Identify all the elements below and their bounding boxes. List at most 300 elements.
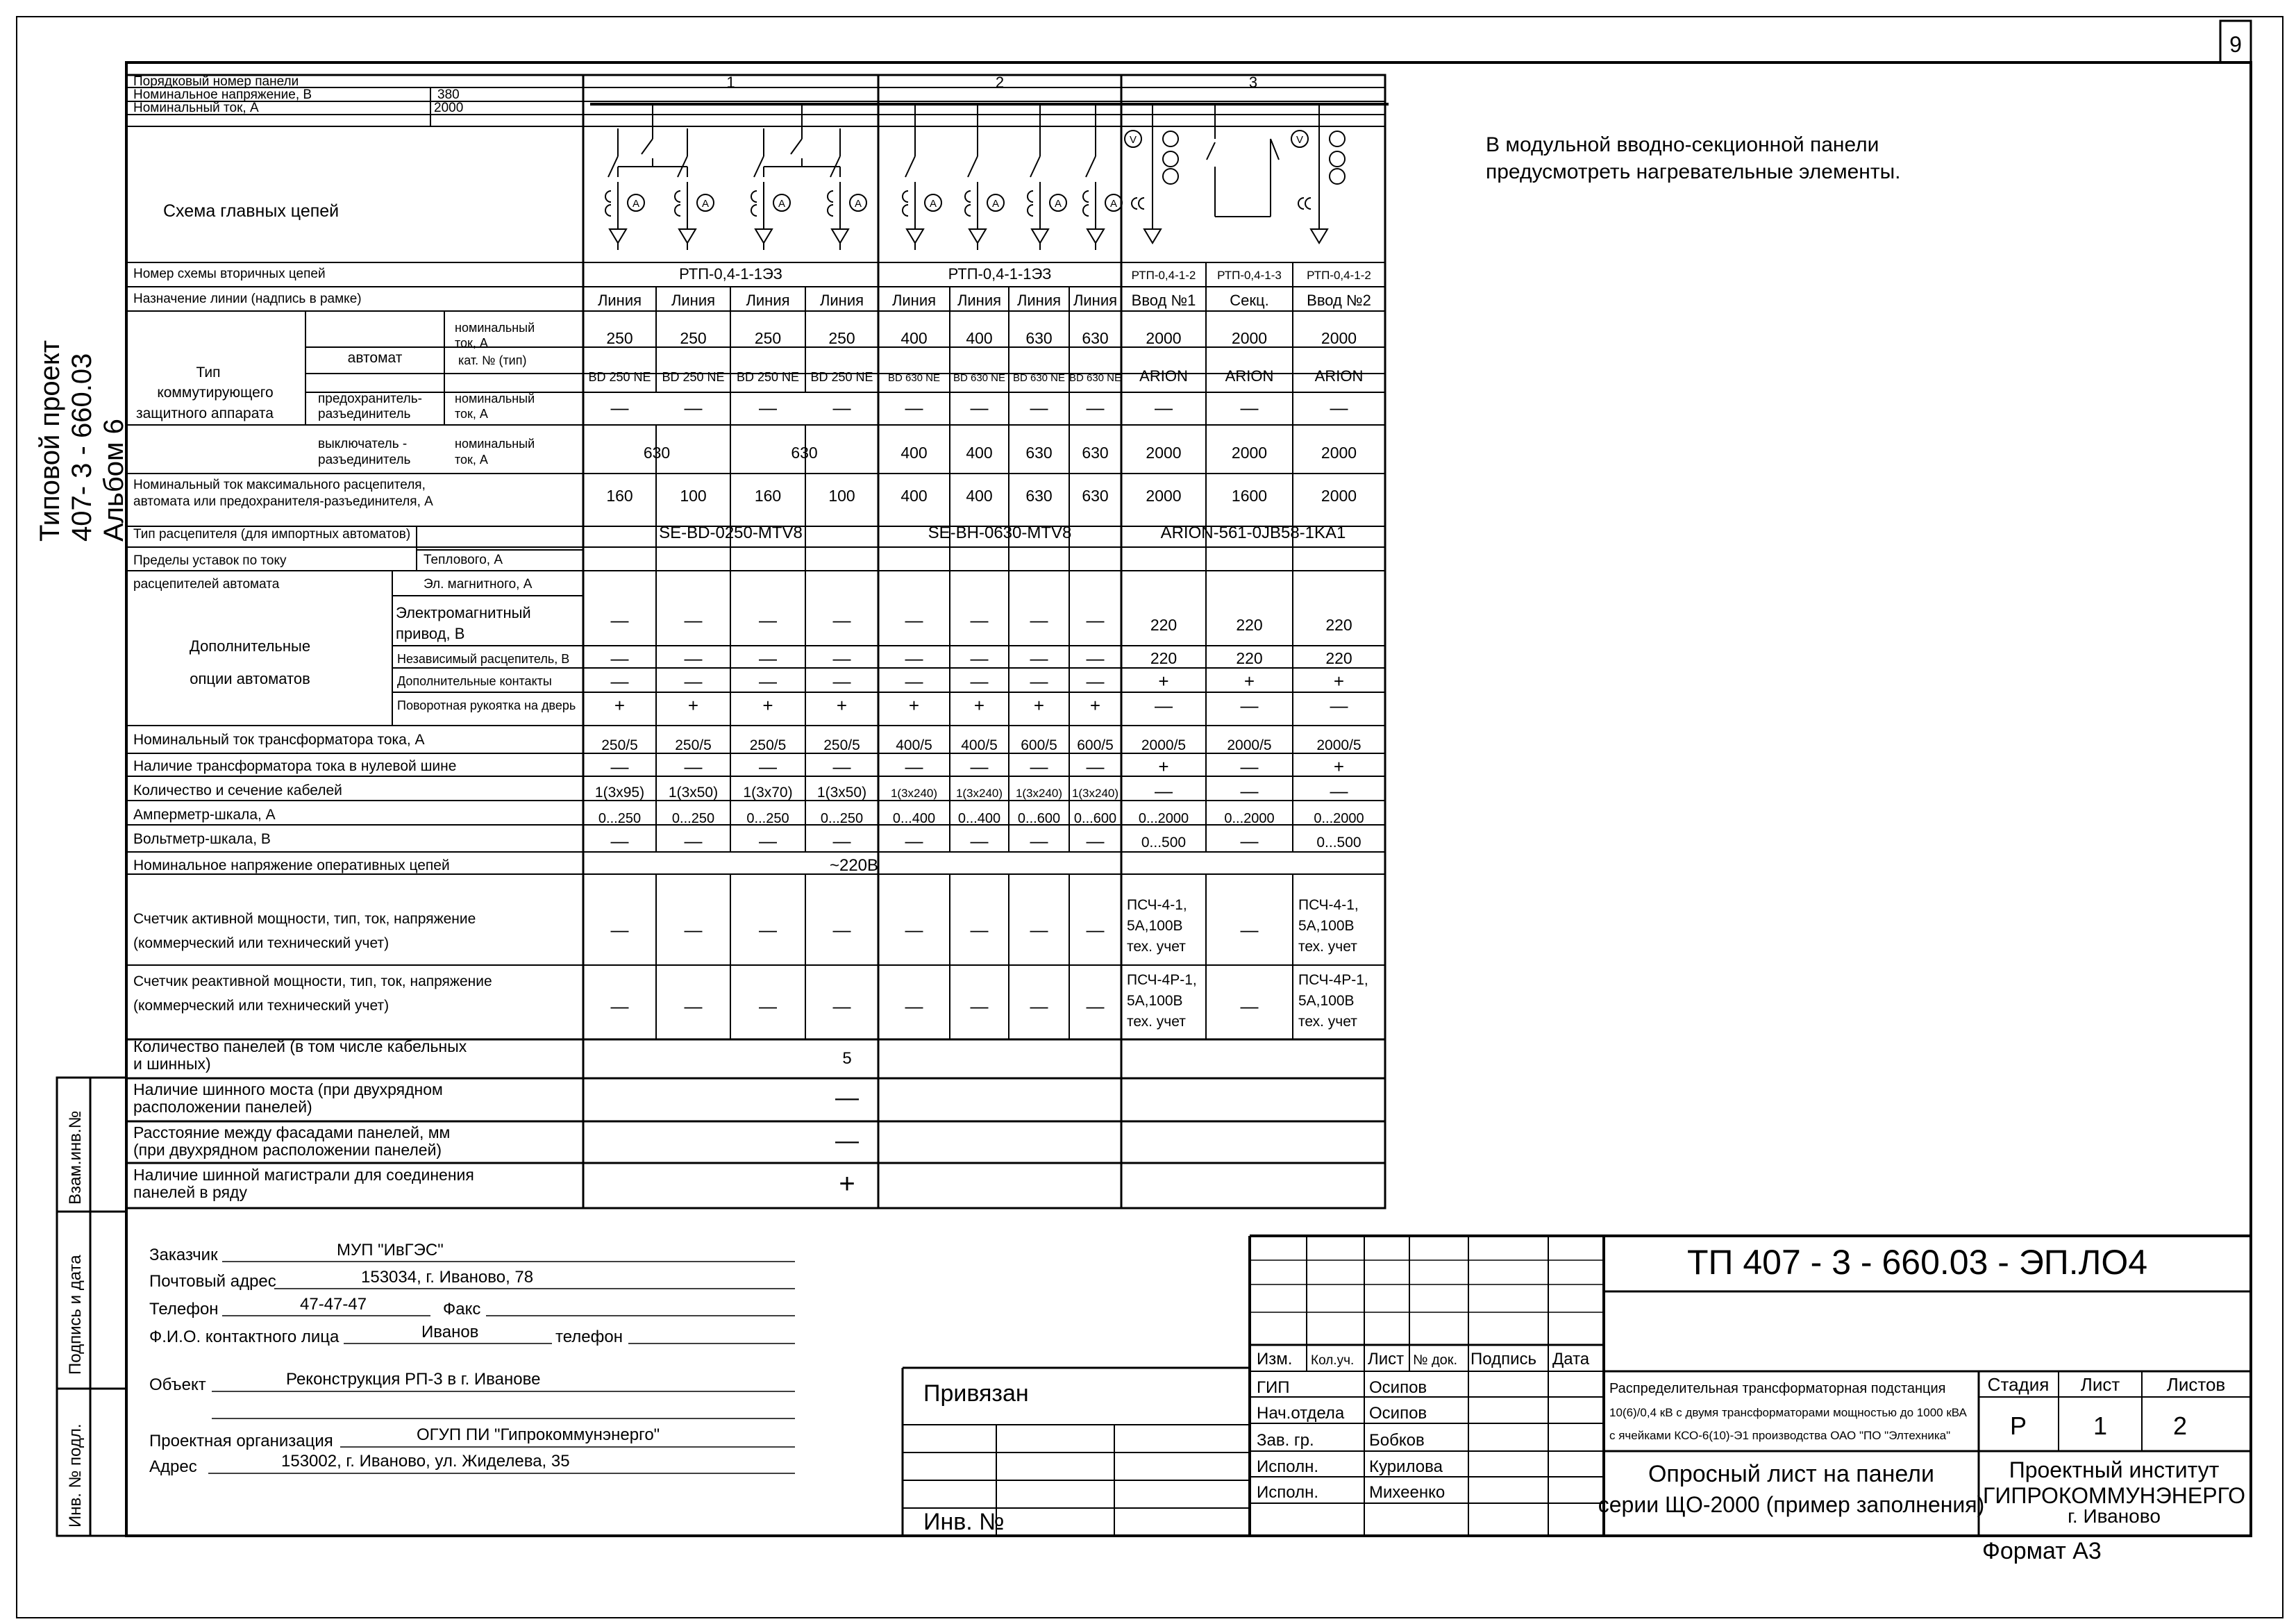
voltmeter-symbol-glyph: V [1296,134,1304,146]
reactive-meter-label-1: Счетчик реактивной мощности, тип, ток, напряжение [133,973,492,989]
automat-current-cell: 2000 [1231,329,1268,347]
ct-cell: 250/5 [823,737,860,753]
design-address-value: 153002, г. Иваново, ул. Жиделева, 35 [281,1452,570,1471]
ct-cell: 400/5 [961,737,998,753]
bus-trunk-value: + [839,1169,855,1199]
active-meter-cell: — [684,919,703,940]
aux-contacts-cell: — [970,671,989,692]
current-label: Номинальный ток, А [133,101,259,115]
purpose-cell: Линия [1016,292,1062,309]
active-meter-cell: — [832,919,851,940]
automat-label: автомат [347,350,403,366]
ct-zero-cell: + [1158,756,1169,777]
format-label: Формат А3 [1982,1538,2102,1564]
side-stamp-line2: 407- 3 - 660.03 [67,353,97,542]
automat-cat-cell: ARION [1314,367,1364,385]
voltmeter-label: Вольтметр-шкала, В [133,831,271,847]
ammeter-cell: 0...250 [598,811,642,826]
door-handle-cell: — [1330,695,1348,716]
ammeter-cell: 0...600 [1073,811,1117,826]
current-value: 2000 [434,101,464,115]
reactive-meter-cell: — [1030,996,1048,1016]
em-drive-cell: 220 [1325,616,1352,634]
device-group-label-1: Тип [196,365,221,380]
fuse-nominal-label-2: ток, А [455,407,488,421]
automat-cat-cell: BD 250 NE [736,370,800,384]
document-code: ТП 407 - 3 - 660.03 - ЭП.ЛО4 [1687,1243,2148,1282]
automat-cat-cell: ARION [1139,367,1188,385]
sheet-value: 1 [2093,1412,2108,1440]
switch-nominal-label-1: номинальный [455,437,535,451]
device-group-label-2: коммутирующего [157,385,274,401]
sheet-number: 9 [2229,32,2242,57]
secondary-scheme-p2: РТП-0,4-1-1ЭЗ [948,265,1052,283]
max-release-cell: 100 [828,487,855,505]
door-handle-cell: + [1033,695,1045,716]
customer-label: Заказчик [149,1246,218,1264]
indep-release-cell: — [684,648,703,669]
role-label: Зав. гр. [1257,1431,1314,1450]
ct-label: Номинальный ток трансформатора тока, А [133,732,425,748]
institute-line1: Проектный институт [2009,1457,2220,1482]
door-handle-cell: + [908,695,920,716]
automat-cat-cell: ARION [1225,367,1274,385]
ct-zero-cell: — [1086,756,1105,777]
voltmeter-cell: 0...500 [1141,835,1187,851]
release-type-p2: SE-BH-0630-MTV8 [928,524,1072,542]
sheets-value: 2 [2172,1412,2188,1440]
active-meter-cell: — [1086,919,1105,940]
ammeter-cell: 0...2000 [1138,811,1189,826]
fuse-cell: — [1155,397,1173,418]
fuse-cell: — [684,397,703,418]
active-meter-cell: — [1240,919,1259,940]
indep-release-label: Независимый расцепитель, В [397,652,570,666]
reactive-meter-cell: 5А,100В [1127,993,1183,1009]
device-group-label-3: защитного аппарата [136,405,274,421]
object-label: Объект [149,1375,206,1394]
automat-current-cell: 630 [1025,329,1053,347]
role-label: Исполн. [1257,1457,1318,1476]
design-org-label: Проектная организация [149,1432,333,1450]
em-drive-label-1: Электромагнитный [396,604,531,621]
bus-bridge-label-2: расположении панелей) [133,1098,312,1116]
automat-nominal-label-1: номинальный [455,321,535,335]
door-handle-cell: + [762,695,773,716]
op-voltage-value: ~220В [829,856,879,875]
fuse-cell: — [832,397,851,418]
switch-cell: 630 [1025,444,1053,462]
ammeter-symbol-glyph: A [991,198,1000,210]
switch-label-1: выключатель - [318,437,408,451]
col-date: Дата [1552,1350,1590,1368]
bus-trunk-label-1: Наличие шинной магистрали для соединения [133,1166,474,1184]
indep-release-cell: — [832,648,851,669]
em-drive-cell: — [970,610,989,630]
fuse-cell: — [610,397,629,418]
ammeter-cell: 0...400 [892,811,936,826]
ct-cell: 600/5 [1077,737,1114,753]
indep-release-cell: 220 [1150,649,1178,667]
cable-cell: — [1240,780,1259,801]
limits-label-1: Пределы уставок по току [133,553,287,568]
active-meter-cell: ПСЧ-4-1, [1127,897,1187,913]
automat-current-cell: 2000 [1146,329,1182,347]
purpose-cell: Ввод №2 [1307,292,1371,309]
active-meter-label-2: (коммерческий или технический учет) [133,935,389,951]
aux-contacts-cell: + [1243,671,1255,692]
aux-contacts-cell: + [1158,671,1169,692]
bus-bridge-label-1: Наличие шинного моста (при двухрядном [133,1080,443,1098]
door-handle-cell: + [836,695,848,716]
reactive-meter-cell: — [970,996,989,1016]
door-handle-cell: + [687,695,699,716]
sheets-label: Листов [2166,1374,2226,1395]
voltage-value: 380 [437,87,460,102]
voltage-label: Номинальное напряжение, В [133,87,312,102]
questionnaire-table-cells [133,74,1371,1201]
automat-current-cell: 400 [966,329,993,347]
active-meter-label-1: Счетчик активной мощности, тип, ток, напряжение [133,911,476,927]
em-drive-cell: 220 [1150,616,1178,634]
aux-contacts-cell: — [684,671,703,692]
release-type-p3: ARION-561-0JB58-1KA1 [1160,524,1346,542]
distance-value: — [835,1128,859,1154]
fuse-cell: — [970,397,989,418]
ct-zero-cell: — [684,756,703,777]
purpose-cell: Линия [1073,292,1118,309]
indep-release-cell: — [610,648,629,669]
fuse-cell: — [759,397,777,418]
automat-cat-cell: BD 630 NE [887,372,941,384]
ct-cell: 250/5 [675,737,712,753]
left-strip-orig-inv: Инв. № подл. [66,1423,85,1527]
automat-cat-cell: BD 630 NE [1012,372,1066,384]
postal-address-value: 153034, г. Иваново, 78 [361,1268,534,1287]
purpose-cell: Линия [957,292,1002,309]
switch-cell: 400 [900,444,928,462]
purpose-cell: Линия [671,292,716,309]
cable-cell: 1(3x95) [594,785,645,801]
ct-zero-cell: + [1333,756,1345,777]
contact-phone-label: телефон [555,1328,623,1346]
max-release-label-1: Номинальный ток максимального расцепителя, [133,478,426,492]
automat-current-cell: 2000 [1321,329,1357,347]
voltmeter-cell: — [970,830,989,851]
limits-label-2: расцепителей автомата [133,577,280,592]
voltmeter-cell: — [832,830,851,851]
cable-label: Количество и сечение кабелей [133,782,342,798]
switch-cell-p1b: 630 [791,444,818,462]
fuse-label-2: разъединитель [318,407,411,421]
automat-current-cell: 250 [680,329,707,347]
cable-cell: — [1330,780,1348,801]
design-address-label: Адрес [149,1457,197,1476]
door-handle-cell: + [614,695,626,716]
release-type-label: Тип расцепителя (для импортных автоматов) [133,527,411,542]
purpose-cell: Ввод №1 [1131,292,1196,309]
panels-count-label-2: и шинных) [133,1055,211,1073]
automat-current-cell: 250 [828,329,855,347]
ct-cell: 2000/5 [1227,737,1272,753]
voltmeter-cell: — [1030,830,1048,851]
switch-cell: 2000 [1231,444,1268,462]
aux-contacts-cell: — [905,671,923,692]
fuse-label-1: предохранитель- [318,392,422,406]
design-org-value: ОГУП ПИ "Гипрокоммунэнерго" [417,1425,660,1444]
switch-nominal-label-2: ток, А [455,453,488,467]
em-drive-cell: — [759,610,777,630]
automat-current-cell: 400 [900,329,928,347]
switch-label-2: разъединитель [318,453,411,467]
ammeter-symbol-glyph: A [632,198,640,210]
ct-zero-cell: — [832,756,851,777]
cable-cell: — [1155,780,1173,801]
role-label: Исполн. [1257,1483,1318,1502]
ammeter-symbol-glyph: A [1054,198,1062,210]
switch-cell: 400 [966,444,993,462]
ct-cell: 2000/5 [1141,737,1187,753]
stage-value: Р [2009,1412,2027,1440]
side-stamp-line3: Альбом 6 [99,419,129,542]
max-release-cell: 160 [754,487,782,505]
description-line2: 10(6)/0,4 кВ с двумя трансформаторами мощностью до 1000 кВА [1609,1406,1967,1419]
panel-number-2: 2 [995,74,1005,91]
voltmeter-cell: — [1086,830,1105,851]
indep-release-cell: — [759,648,777,669]
side-stamp-line1: Типовой проект [35,340,65,542]
fuse-cell: — [1330,397,1348,418]
switch-cell: 2000 [1321,444,1357,462]
em-drive-cell: — [1086,610,1105,630]
signer-name: Михеенко [1369,1483,1446,1502]
aux-contacts-label: Дополнительные контакты [397,674,552,688]
col-signature: Подпись [1470,1350,1536,1368]
switch-cell-p1a: 630 [643,444,671,462]
bus-trunk-label-2: панелей в ряду [133,1183,247,1201]
panel-number-3: 3 [1248,74,1258,91]
aux-contacts-cell: — [1030,671,1048,692]
secondary-scheme-p3c: РТП-0,4-1-2 [1307,269,1371,282]
max-release-cell: 400 [966,487,993,505]
active-meter-cell: — [610,919,629,940]
signer-name: Осипов [1369,1404,1427,1423]
indep-release-cell: — [905,648,923,669]
voltmeter-cell: — [1240,830,1259,851]
distance-label-1: Расстояние между фасадами панелей, мм [133,1123,451,1141]
em-drive-cell: 220 [1236,616,1263,634]
ct-zero-label: Наличие трансформатора тока в нулевой шине [133,758,457,774]
indep-release-cell: — [1086,648,1105,669]
ammeter-cell: 0...250 [746,811,789,826]
panel-number-label: Порядковый номер панели [133,74,299,89]
distance-label-2: (при двухрядном расположении панелей) [133,1141,442,1159]
active-meter-cell: 5А,100В [1298,918,1355,934]
col-list: Лист [1368,1350,1405,1368]
cable-cell: 1(3x50) [668,785,719,801]
purpose-cell: Линия [746,292,790,309]
ammeter-cell: 0...2000 [1224,811,1275,826]
door-handle-label: Поворотная рукоятка на дверь [397,698,576,712]
em-drive-cell: — [610,610,629,630]
automat-cat-cell: BD 630 NE [953,372,1006,384]
em-drive-cell: — [905,610,923,630]
aux-contacts-cell: — [759,671,777,692]
automat-cat-cell: BD 630 NE [1069,372,1122,384]
door-handle-cell: + [1089,695,1101,716]
fuse-cell: — [1030,397,1048,418]
em-drive-cell: — [1030,610,1048,630]
ct-cell: 600/5 [1021,737,1057,753]
contact-label: Ф.И.О. контактного лица [149,1328,340,1346]
customer-value: МУП "ИвГЭС" [337,1241,444,1259]
panels-count-label-1: Количество панелей (в том числе кабельных [133,1037,467,1055]
active-meter-cell: ПСЧ-4-1, [1298,897,1359,913]
institute-line3: г. Иваново [2068,1505,2161,1527]
sheet-label: Лист [2080,1374,2120,1395]
ammeter-symbol-glyph: A [929,198,937,210]
bound-label: Привязан [923,1380,1029,1407]
release-type-p1: SE-BD-0250-MTV8 [659,524,803,542]
purpose-label: Назначение линии (надпись в рамке) [133,292,362,306]
voltmeter-cell: — [684,830,703,851]
reactive-meter-cell: — [832,996,851,1016]
reactive-meter-cell: — [1240,996,1259,1016]
phone-label: Телефон [149,1300,219,1319]
em-drive-label-2: привод, В [396,625,465,642]
automat-cat-cell: BD 250 NE [588,370,651,384]
ct-cell: 400/5 [896,737,932,753]
indep-release-cell: 220 [1325,649,1352,667]
note-line1: В модульной вводно-секционной панели [1486,133,1879,156]
doc-title-line2: серии ЩО-2000 (пример заполнения) [1598,1492,1985,1517]
phone-value: 47-47-47 [300,1295,367,1314]
active-meter-cell: — [970,919,989,940]
aux-contacts-cell: — [610,671,629,692]
cat-label: кат. № (тип) [458,353,527,367]
title-block [903,1236,2251,1564]
voltmeter-cell: — [759,830,777,851]
ammeter-cell: 0...250 [820,811,864,826]
reactive-meter-cell: 5А,100В [1298,993,1355,1009]
door-handle-cell: — [1155,695,1173,716]
cable-cell: 1(3x240) [1015,787,1063,800]
reactive-meter-cell: ПСЧ-4Р-1, [1127,972,1197,988]
fuse-cell: — [1086,397,1105,418]
indep-release-cell: — [970,648,989,669]
magnetic-label: Эл. магнитного, А [424,577,533,592]
aux-contacts-cell: + [1333,671,1345,692]
aux-contacts-cell: — [1086,671,1105,692]
institute-line2: ГИПРОКОММУНЭНЕРГО [1983,1483,2245,1508]
ct-zero-cell: — [610,756,629,777]
description-line3: с ячейками КСО-6(10)-Э1 производства ОАО "ПО "Элтехника" [1609,1429,1951,1442]
indep-release-cell: — [1030,648,1048,669]
inv-number-label: Инв. № [923,1509,1005,1535]
secondary-scheme-p3a: РТП-0,4-1-2 [1131,269,1196,282]
reactive-meter-cell: — [610,996,629,1016]
active-meter-cell: — [1030,919,1048,940]
ct-zero-cell: — [1030,756,1048,777]
switch-cell: 630 [1082,444,1109,462]
em-drive-cell: — [684,610,703,630]
fuse-nominal-label-1: номинальный [455,392,535,405]
door-handle-cell: + [973,695,985,716]
role-label: ГИП [1257,1378,1290,1397]
ammeter-cell: 0...400 [957,811,1001,826]
voltmeter-symbol-glyph: V [1129,134,1137,146]
voltmeter-cell: 0...500 [1316,835,1361,851]
reactive-meter-cell: тех. учет [1127,1014,1186,1030]
cable-cell: 1(3x70) [743,785,793,801]
fuse-cell: — [905,397,923,418]
switch-cell: 2000 [1146,444,1182,462]
voltmeter-cell: — [610,830,629,851]
automat-current-cell: 250 [754,329,782,347]
em-drive-cell: — [832,610,851,630]
role-label: Нач.отдела [1257,1404,1345,1423]
left-strip [57,1078,126,1536]
reactive-meter-cell: — [684,996,703,1016]
signer-name: Осипов [1369,1378,1427,1397]
max-release-cell: 2000 [1321,487,1357,505]
contact-value: Иванов [421,1323,479,1341]
cable-cell: 1(3x240) [955,787,1003,800]
purpose-cell: Линия [597,292,642,309]
secondary-scheme-p3b: РТП-0,4-1-3 [1217,269,1282,282]
max-release-cell: 2000 [1146,487,1182,505]
col-doc: № док. [1413,1353,1458,1368]
automat-cat-cell: BD 250 NE [810,370,873,384]
aux-contacts-cell: — [832,671,851,692]
panel-number-1: 1 [726,74,735,91]
side-stamp [35,340,129,542]
panels-count-value: 5 [842,1049,852,1068]
doc-title-line1: Опросный лист на панели [1648,1461,1935,1487]
scheme-label: Схема главных цепей [163,201,340,221]
automat-current-cell: 630 [1082,329,1109,347]
ct-zero-cell: — [1240,756,1259,777]
reactive-meter-cell: тех. учет [1298,1014,1357,1030]
customer-block [149,1241,795,1476]
ammeter-symbol-glyph: A [778,198,786,210]
max-release-cell: 1600 [1231,487,1268,505]
ct-cell: 250/5 [601,737,638,753]
cable-cell: 1(3x50) [816,785,867,801]
purpose-cell: Линия [891,292,937,309]
active-meter-cell: 5А,100В [1127,918,1183,934]
automat-nominal-label-2: ток, А [455,336,488,350]
purpose-cell: Секц. [1230,292,1269,309]
col-kol-uch: Кол.уч. [1311,1353,1355,1368]
ammeter-symbol-glyph: A [701,198,710,210]
bus-bridge-value: — [835,1085,859,1111]
stage-label: Стадия [1987,1374,2050,1395]
door-handle-cell: — [1240,695,1259,716]
fuse-cell: — [1240,397,1259,418]
postal-address-label: Почтовый адрес [149,1272,276,1291]
voltmeter-cell: — [905,830,923,851]
reactive-meter-label-2: (коммерческий или технический учет) [133,998,389,1014]
thermal-label: Теплового, А [424,553,503,567]
left-strip-replace-inv: Взам.инв.№ [66,1110,85,1205]
options-label-2: опции автоматов [190,670,310,687]
secondary-scheme-p1: РТП-0,4-1-1ЭЗ [679,265,782,283]
reactive-meter-cell: — [759,996,777,1016]
ct-zero-cell: — [970,756,989,777]
signer-name: Бобков [1369,1431,1425,1450]
secondary-label: Номер схемы вторичных цепей [133,267,326,281]
